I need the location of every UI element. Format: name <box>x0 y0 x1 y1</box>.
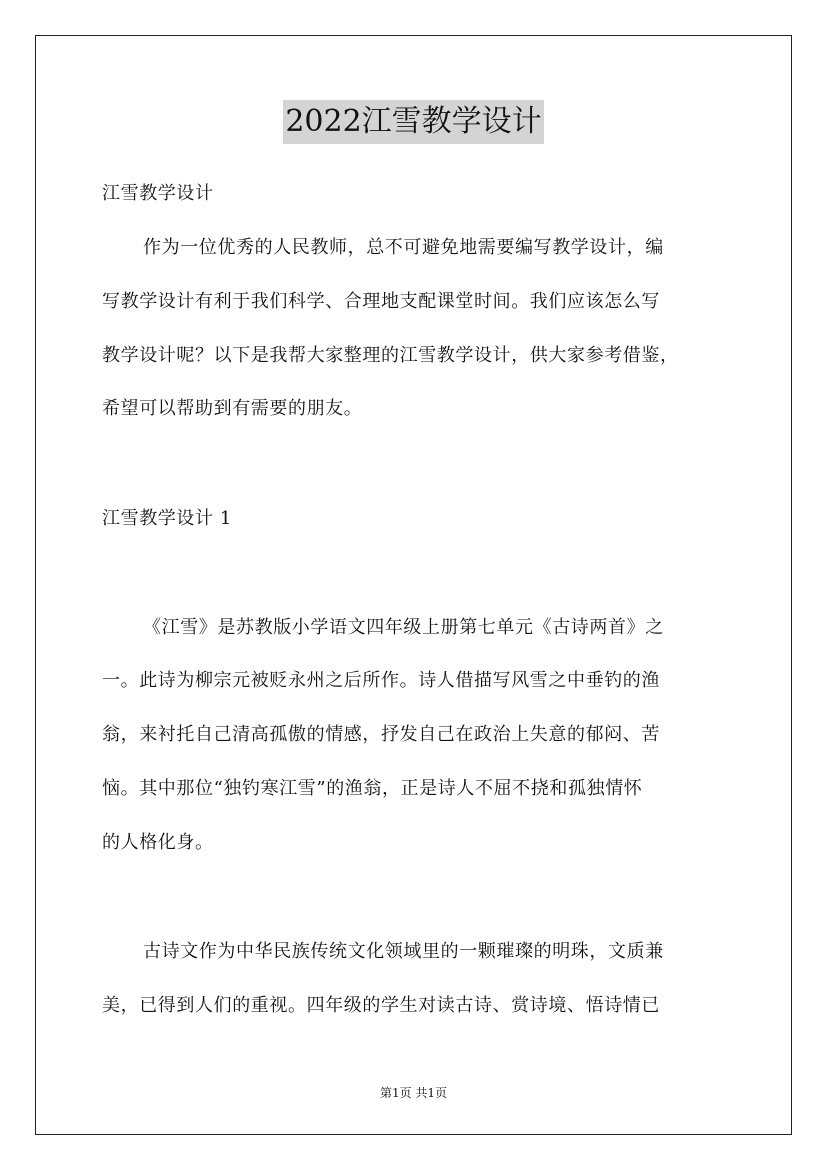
intro-line: 希望可以帮助到有需要的朋友。 <box>102 398 363 419</box>
intro-line: 教学设计呢？以下是我帮大家整理的江雪教学设计，供大家参考借鉴， <box>102 345 679 366</box>
paragraph-line: 翁，来衬托自己清高孤傲的情感，抒发自己在政治上失意的郁闷、苦 <box>102 724 660 745</box>
title-container <box>0 100 827 144</box>
paragraph-line: 美，已得到人们的重视。四年级的学生对读古诗、赏诗境、悟诗情已 <box>102 995 660 1016</box>
paragraph-line: 恼。其中那位“独钓寒江雪”的渔翁，正是诗人不屈不挠和孤独情怀 <box>102 778 643 799</box>
document-title: 2022江雪教学设计 <box>283 100 543 144</box>
subtitle: 江雪教学设计 <box>102 183 214 204</box>
intro-line: 写教学设计有利于我们科学、合理地支配课堂时间。我们应该怎么写 <box>102 291 660 312</box>
paragraph-line: 古诗文作为中华民族传统文化领域里的一颗璀璨的明珠，文质兼 <box>143 941 664 962</box>
paragraph-line: 的人格化身。 <box>102 832 214 853</box>
paragraph-line: 《江雪》是苏教版小学语文四年级上册第七单元《古诗两首》之 <box>143 617 664 638</box>
page-number: 第1页 共1页 <box>379 1086 448 1100</box>
intro-line: 作为一位优秀的人民教师，总不可避免地需要编写教学设计，编 <box>143 237 664 258</box>
paragraph-line: 一。此诗为柳宗元被贬永州之后所作。诗人借描写风雪之中垂钓的渔 <box>102 670 660 691</box>
section-heading: 江雪教学设计 1 <box>102 508 232 529</box>
